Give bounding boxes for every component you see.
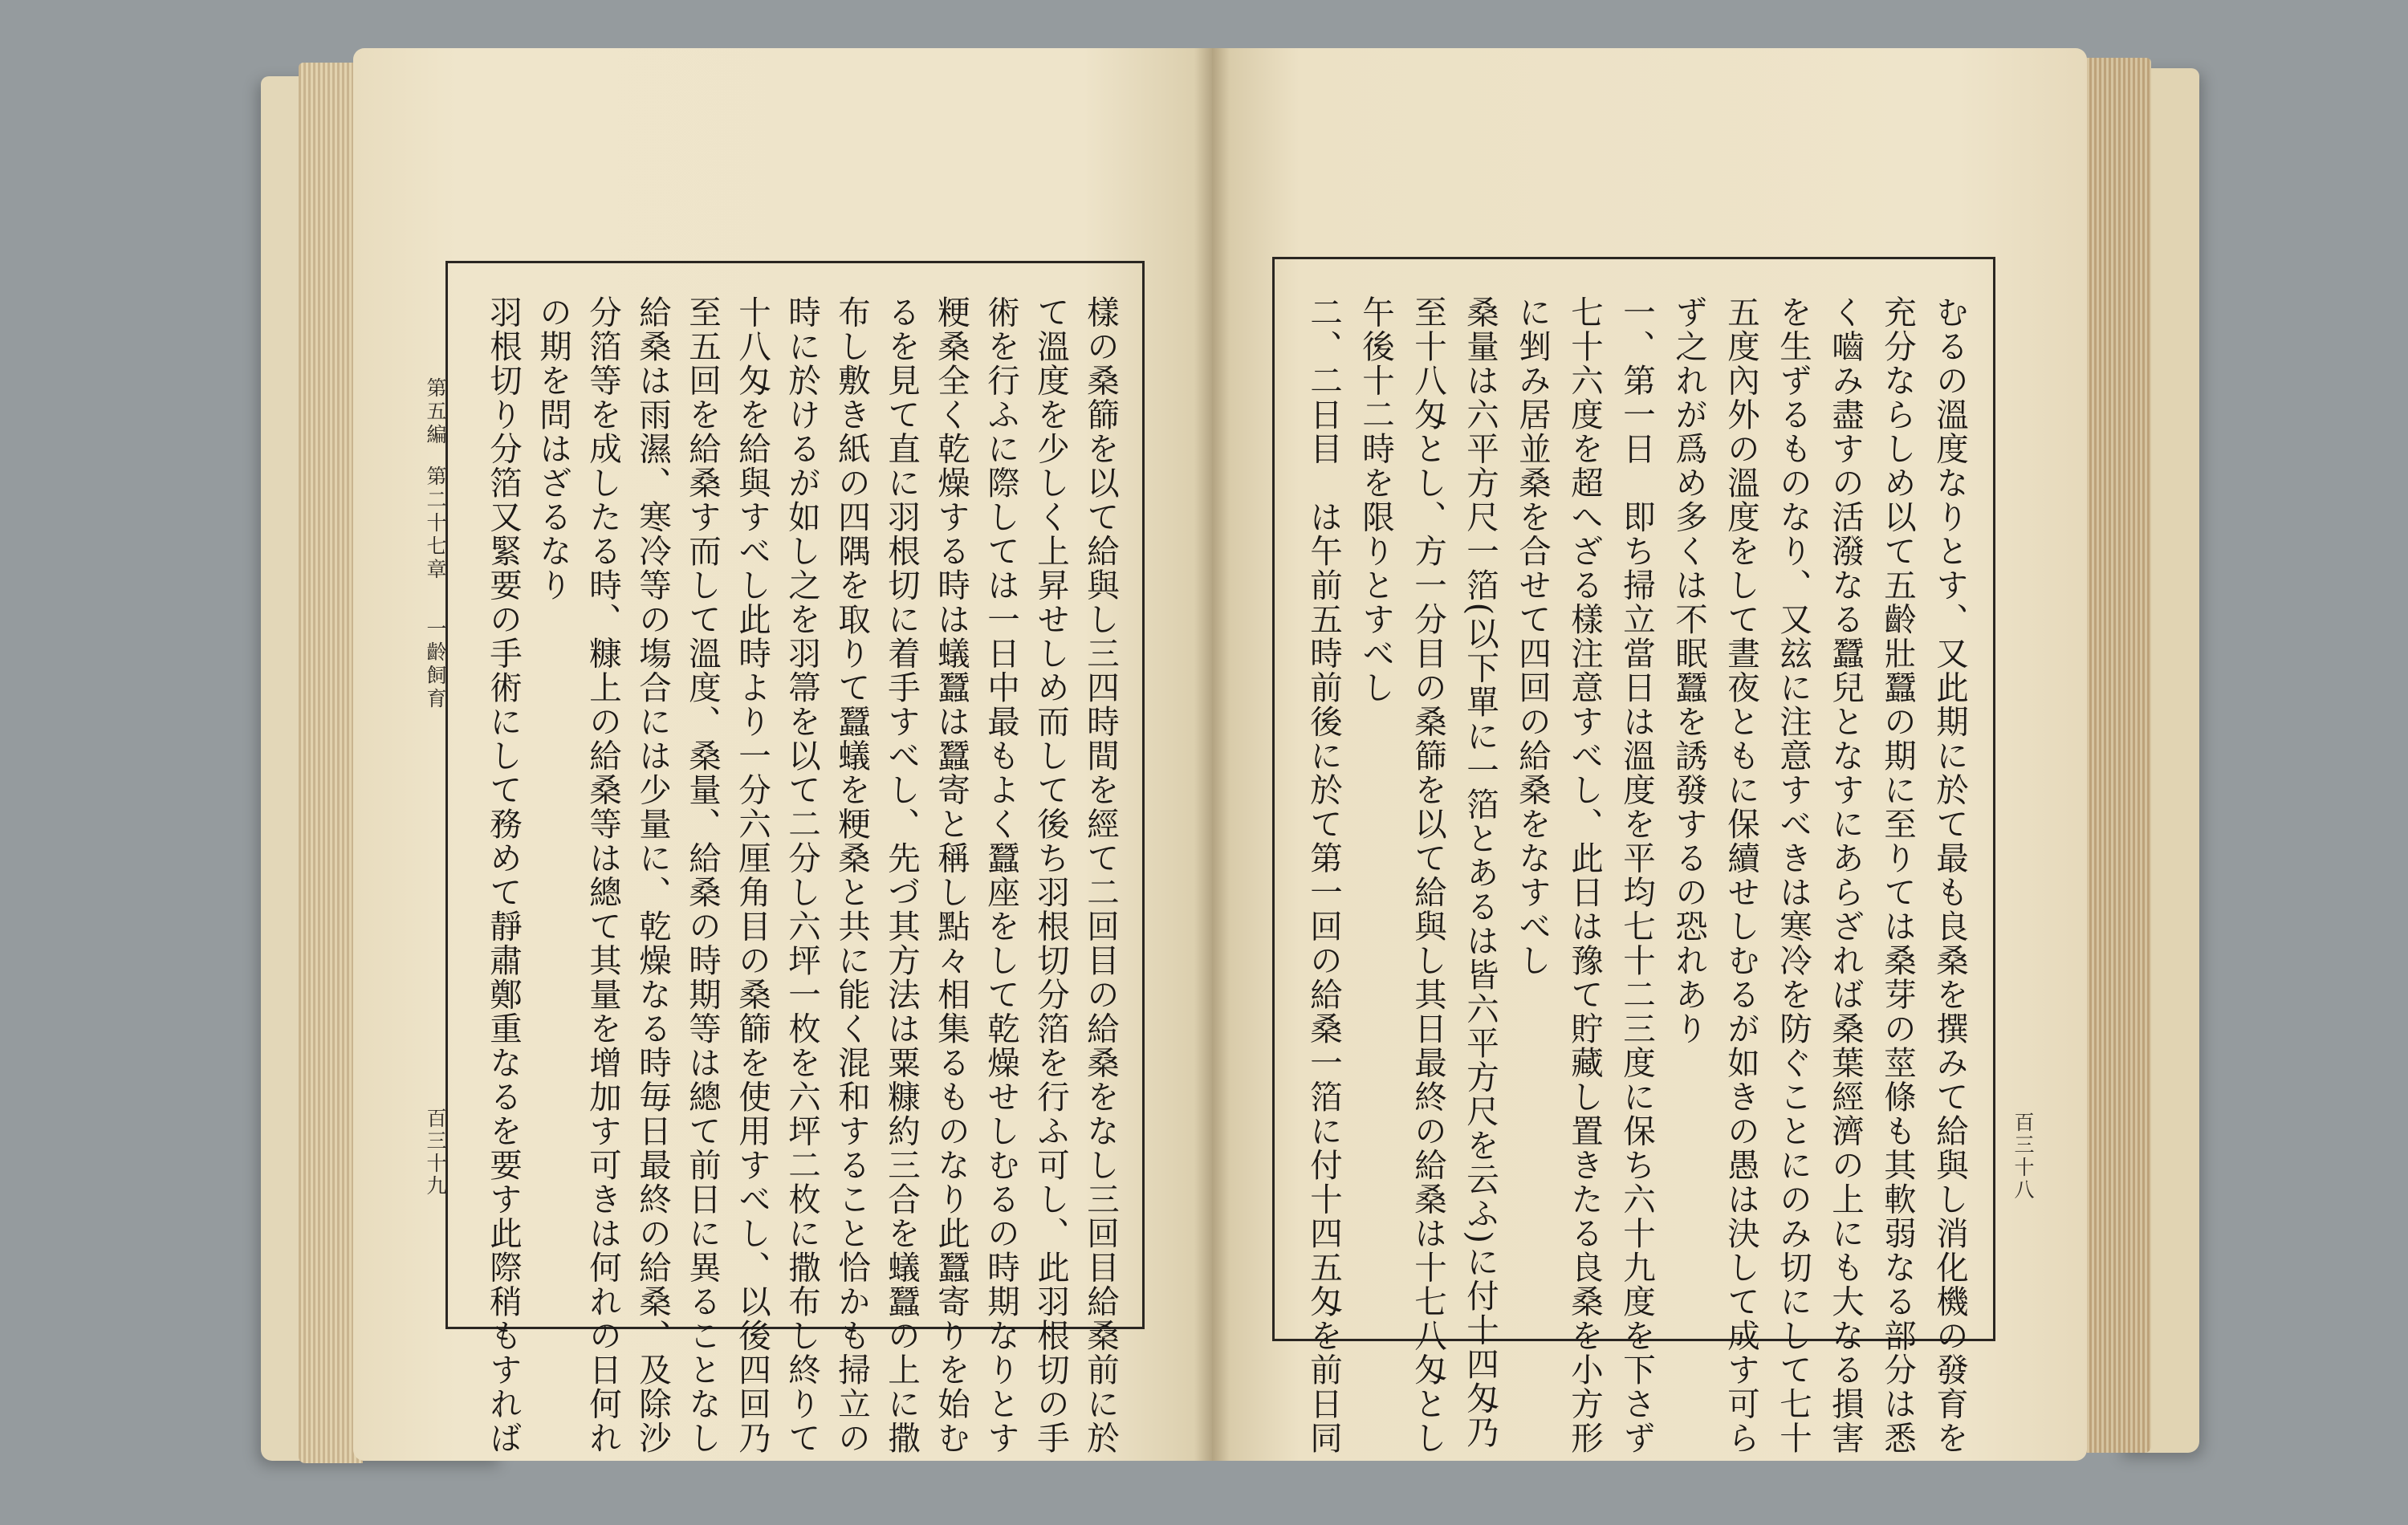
left-text-line: 十八匁を給與すべし此時より一分六厘角目の桑篩を使用すべし、以後四回乃	[733, 295, 771, 1455]
right-text-line: 桑量は六平方尺一箔(以下單に一箔とあるは皆六平方尺を云ふ)に付十四匁乃	[1461, 295, 1499, 1450]
left-text-line: 樣の桑篩を以て給與し三四時間を經て二回目の給桑をなし三回目給桑前に於	[1081, 295, 1120, 1455]
left-text-line: 布し敷き紙の四隅を取りて蠶蟻を粳桑と共に能く混和すること恰かも掃立の	[832, 295, 871, 1455]
right-text-line: 一、第一日 即ち掃立當日は溫度を平均七十二三度に保ち六十九度を下さず	[1617, 295, 1656, 1455]
running-head-title: 一齡飼育	[424, 618, 447, 711]
left-text-line: 時に於けるが如し之を羽箒を以て二分し六坪一枚を六坪二枚に撒布し終りて	[783, 295, 821, 1455]
right-text-line: 二、二日目 は午前五時前後に於て第一回の給桑一箔に付十四五匁を前日同	[1304, 295, 1343, 1455]
left-text-line: 術を行ふに際しては一日中最もよく蠶座をして乾燥せしむるの時期なりとす	[982, 295, 1020, 1455]
left-text-line: るを見て直に羽根切に着手すべし、先づ其方法は粟糠約三合を蟻蠶の上に撒	[882, 295, 921, 1455]
right-text-line: く嚙み盡すの活潑なる蠶兒となすにあらざれば桑葉經濟の上にも大なる損害	[1826, 295, 1865, 1455]
right-text-line: 七十六度を超へざる樣注意すべし、此日は豫て貯藏し置きたる良桑を小方形	[1565, 295, 1604, 1455]
running-head-part: 第五編	[424, 377, 447, 447]
right-folio: 百三十八	[2011, 1112, 2035, 1202]
left-text-line: 粳桑全く乾燥する時は蟻蠶は蠶寄と稱し點々相集るものなり此蠶寄りを始む	[932, 295, 970, 1455]
left-folio: 百三十九	[424, 1108, 447, 1198]
book-gutter	[1194, 48, 1230, 1461]
right-text-line: ず之れが爲め多くは不眠蠶を誘發するの恐れあり	[1670, 295, 1708, 1046]
left-text-line: て溫度を少しく上昇せしめ而して後ち羽根切分箔を行ふ可し、此羽根切の手	[1031, 295, 1070, 1455]
right-text-line: 午後十二時を限りとすべし	[1357, 295, 1395, 705]
left-text-line: 給桑は雨濕、寒冷等の塲合には少量に、乾燥なる時毎日最終の給桑、及除沙	[633, 295, 672, 1455]
right-text-line: に剉み居並桑を合せて四回の給桑をなすべし	[1513, 295, 1552, 978]
running-head-chapter: 第二十七章	[424, 466, 447, 582]
right-text-line: 五度內外の溫度をして晝夜ともに保續せしむるが如きの愚は決して成す可ら	[1722, 295, 1760, 1455]
left-text-line: 羽根切り分箔又緊要の手術にして務めて靜肅鄭重なるを要す此際稍もすれば	[484, 295, 523, 1455]
left-text-line: の期を問はざるなり	[534, 295, 572, 603]
right-text-line: むるの溫度なりとす、又此期に於て最も良桑を撰みて給與し消化機の發育を	[1930, 295, 1969, 1455]
left-text-line: 分箔等を成したる時、糠上の給桑等は總て其量を增加す可きは何れの日何れ	[584, 295, 622, 1455]
left-text-line: 至五回を給桑す而して溫度、桑量、給桑の時期等は總て前日に異ることなし	[683, 295, 722, 1455]
right-text-line: 充分ならしめ以て五齡壯蠶の期に至りては桑芽の莖條も其軟弱なる部分は悉	[1878, 295, 1917, 1455]
right-text-line: 至十八匁とし、方一分目の桑篩を以て給與し其日最終の給桑は十七八匁とし	[1409, 295, 1447, 1455]
right-text-line: を生ずるものなり、又玆に注意すべきは寒冷を防ぐことにのみ切にして七十	[1774, 295, 1812, 1455]
